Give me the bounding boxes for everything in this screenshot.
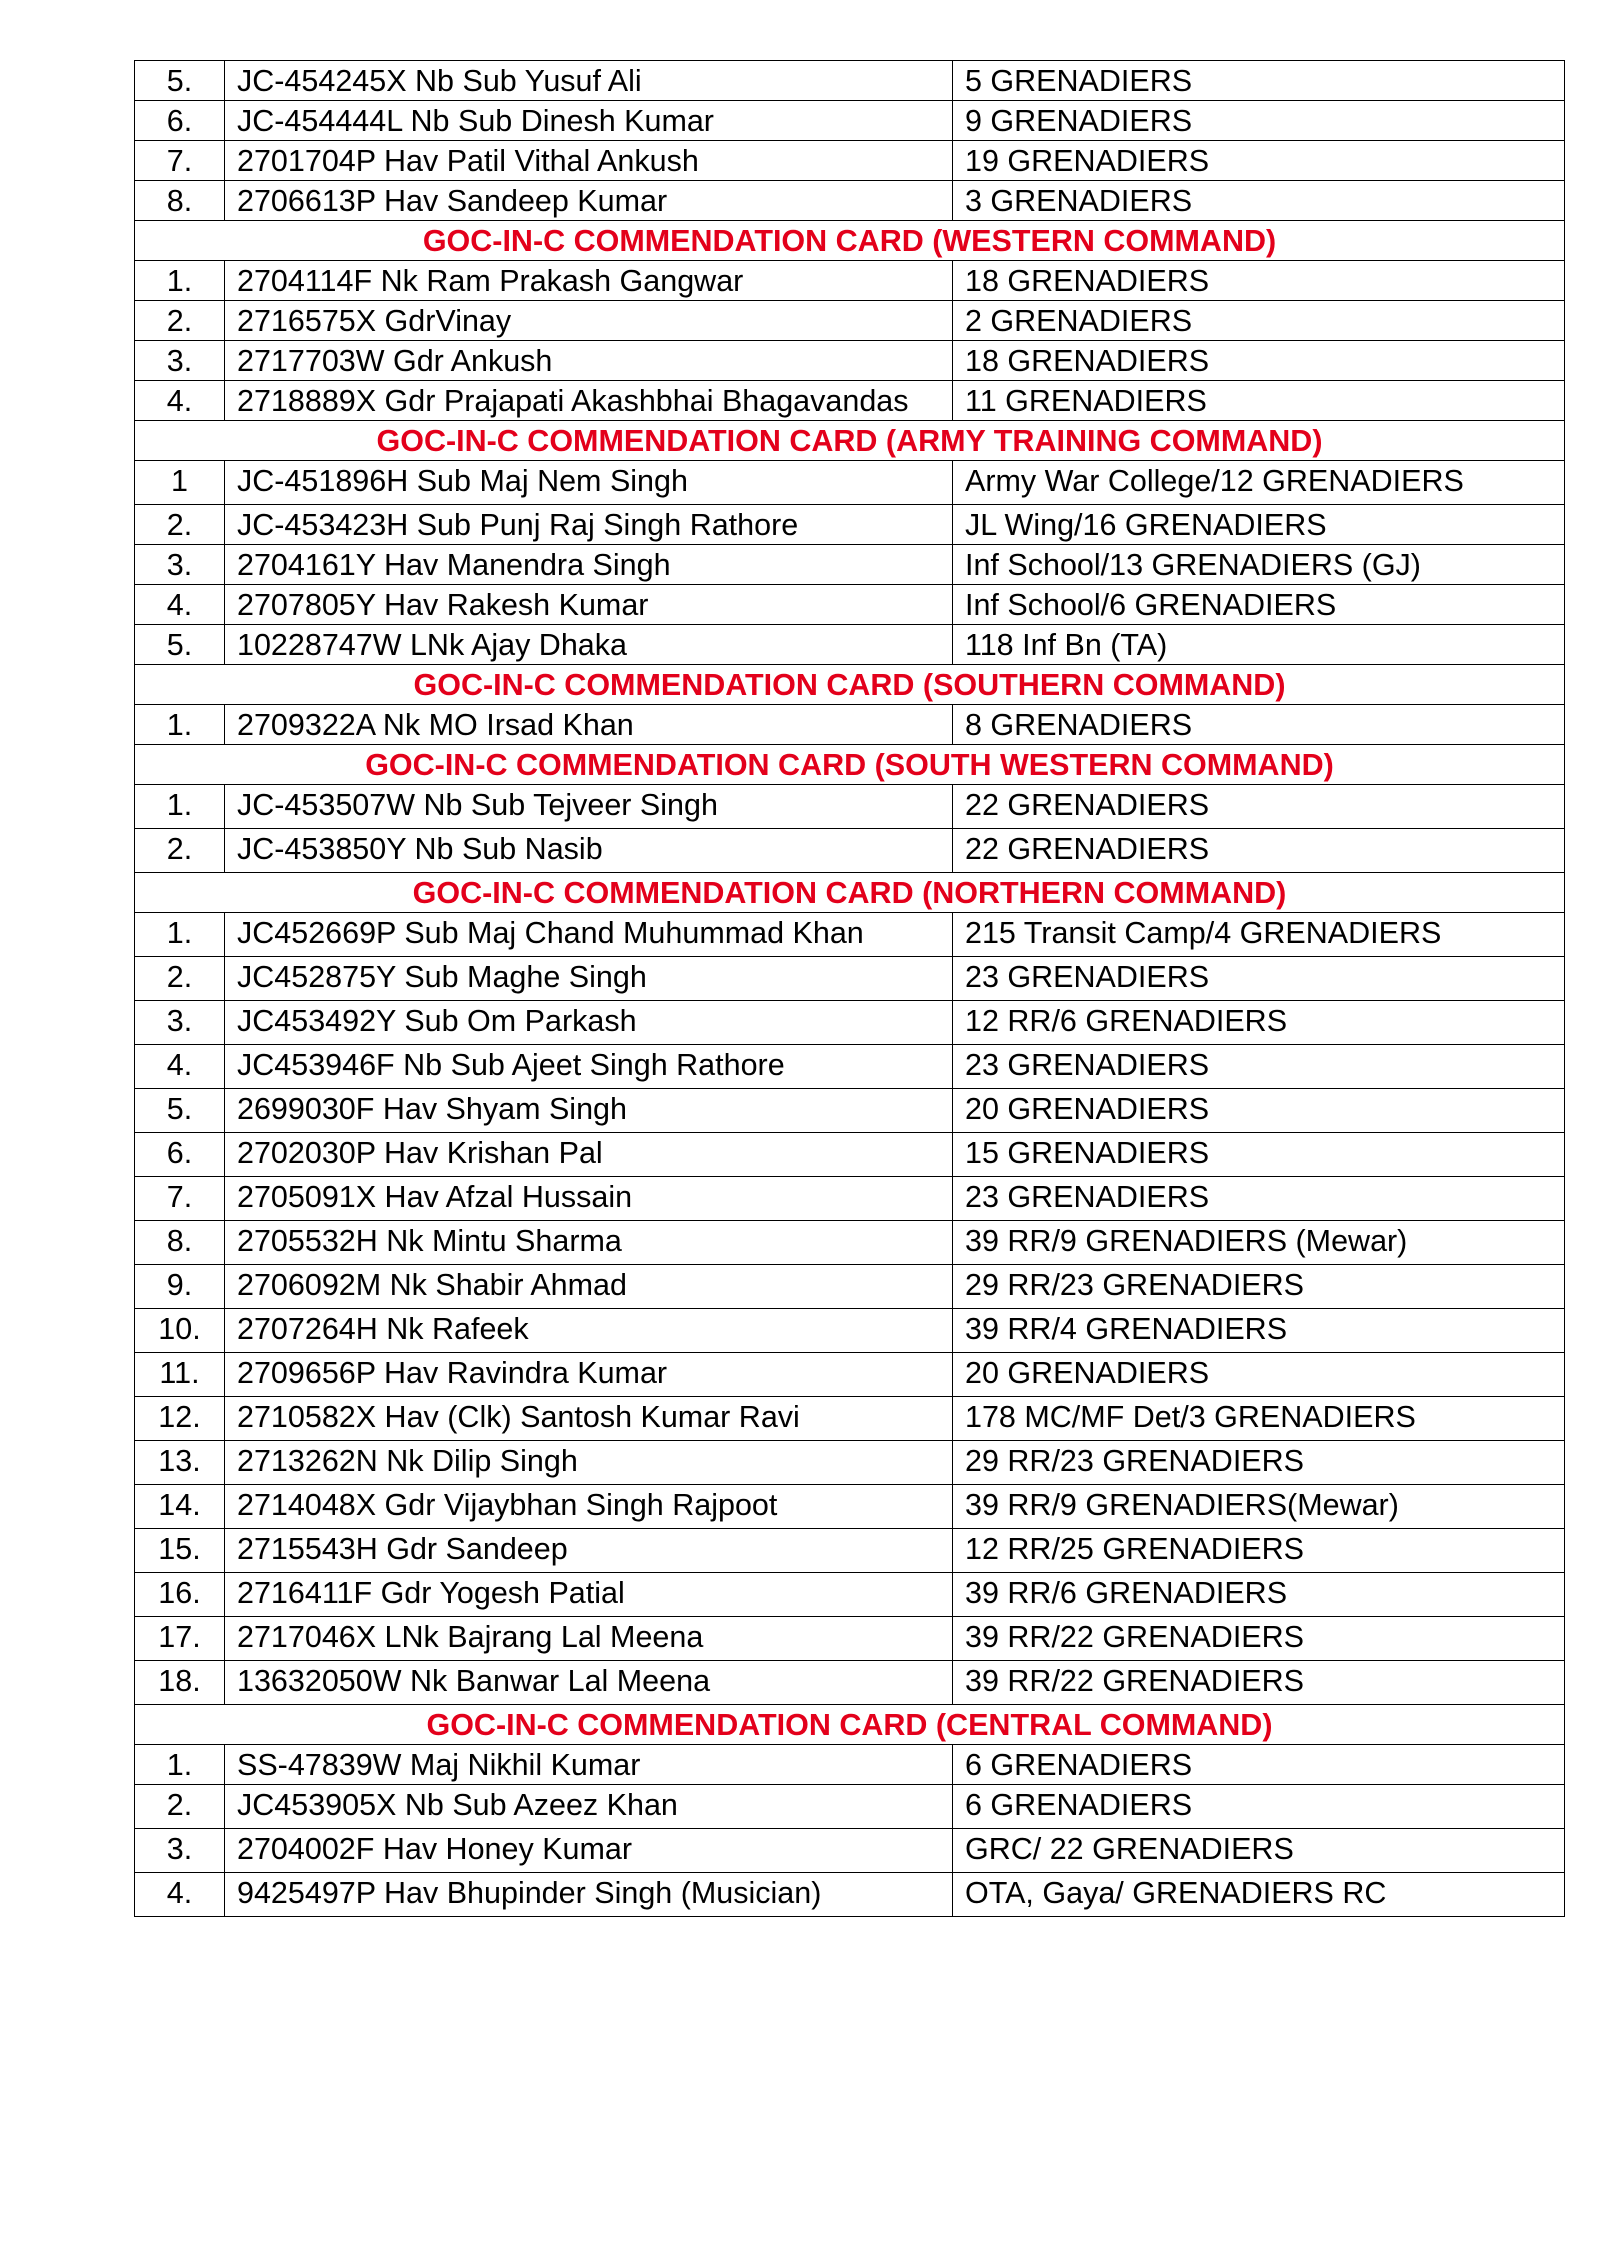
serial-number-cell: 3. (135, 1829, 225, 1873)
serial-number-cell: 3. (135, 545, 225, 585)
serial-number-cell: 3. (135, 341, 225, 381)
table-row (135, 181, 1565, 221)
table-row (135, 585, 1565, 625)
serial-number-cell: 17. (135, 1617, 225, 1661)
name-cell: 2717703W Gdr Ankush (225, 341, 953, 381)
unit-cell: OTA, Gaya/ GRENADIERS RC (953, 1873, 1565, 1917)
name-cell: 2715543H Gdr Sandeep (225, 1529, 953, 1573)
unit-cell: 23 GRENADIERS (953, 1045, 1565, 1089)
serial-number-cell: 4. (135, 585, 225, 625)
name-cell: 2704002F Hav Honey Kumar (225, 1829, 953, 1873)
section-heading: GOC-IN-C COMMENDATION CARD (ARMY TRAINING COMMAND) (135, 421, 1565, 461)
name-cell: 2710582X Hav (Clk) Santosh Kumar Ravi (225, 1397, 953, 1441)
unit-cell: 39 RR/22 GRENADIERS (953, 1617, 1565, 1661)
serial-number-cell: 7. (135, 1177, 225, 1221)
name-cell: 9425497P Hav Bhupinder Singh (Musician) (225, 1873, 953, 1917)
unit-cell: 15 GRENADIERS (953, 1133, 1565, 1177)
unit-cell: 12 RR/25 GRENADIERS (953, 1529, 1565, 1573)
name-cell: JC-451896H Sub Maj Nem Singh (225, 461, 953, 505)
serial-number-cell: 6. (135, 101, 225, 141)
name-cell: JC-453850Y Nb Sub Nasib (225, 829, 953, 873)
name-cell: 2701704P Hav Patil Vithal Ankush (225, 141, 953, 181)
serial-number-cell: 12. (135, 1397, 225, 1441)
unit-cell: 22 GRENADIERS (953, 785, 1565, 829)
unit-cell: 215 Transit Camp/4 GRENADIERS (953, 913, 1565, 957)
name-cell: 2704114F Nk Ram Prakash Gangwar (225, 261, 953, 301)
unit-cell: 39 RR/9 GRENADIERS (Mewar) (953, 1221, 1565, 1265)
serial-number-cell: 5. (135, 625, 225, 665)
section-heading: GOC-IN-C COMMENDATION CARD (NORTHERN COMMAND) (135, 873, 1565, 913)
unit-cell: 8 GRENADIERS (953, 705, 1565, 745)
awards-table-body (135, 61, 1565, 1917)
unit-cell: Inf School/13 GRENADIERS (GJ) (953, 545, 1565, 585)
name-cell: 2699030F Hav Shyam Singh (225, 1089, 953, 1133)
section-heading-row (135, 421, 1565, 461)
name-cell: 2717046X LNk Bajrang Lal Meena (225, 1617, 953, 1661)
unit-cell: 39 RR/4 GRENADIERS (953, 1309, 1565, 1353)
unit-cell: 39 RR/22 GRENADIERS (953, 1661, 1565, 1705)
table-row (135, 1441, 1565, 1485)
serial-number-cell: 4. (135, 1045, 225, 1089)
serial-number-cell: 1. (135, 1745, 225, 1785)
section-heading-row (135, 873, 1565, 913)
name-cell: 2704161Y Hav Manendra Singh (225, 545, 953, 585)
table-row (135, 301, 1565, 341)
serial-number-cell: 14. (135, 1485, 225, 1529)
unit-cell: 9 GRENADIERS (953, 101, 1565, 141)
table-row (135, 261, 1565, 301)
serial-number-cell: 5. (135, 61, 225, 101)
table-row (135, 1397, 1565, 1441)
table-row (135, 545, 1565, 585)
unit-cell: 12 RR/6 GRENADIERS (953, 1001, 1565, 1045)
table-row (135, 1089, 1565, 1133)
table-row (135, 1661, 1565, 1705)
name-cell: JC452669P Sub Maj Chand Muhummad Khan (225, 913, 953, 957)
table-row (135, 1573, 1565, 1617)
name-cell: JC-453423H Sub Punj Raj Singh Rathore (225, 505, 953, 545)
name-cell: SS-47839W Maj Nikhil Kumar (225, 1745, 953, 1785)
unit-cell: Army War College/12 GRENADIERS (953, 461, 1565, 505)
name-cell: 2702030P Hav Krishan Pal (225, 1133, 953, 1177)
section-heading-row (135, 221, 1565, 261)
table-row (135, 1133, 1565, 1177)
table-row (135, 1829, 1565, 1873)
name-cell: 2709656P Hav Ravindra Kumar (225, 1353, 953, 1397)
name-cell: JC453946F Nb Sub Ajeet Singh Rathore (225, 1045, 953, 1089)
table-row (135, 1001, 1565, 1045)
name-cell: 2716411F Gdr Yogesh Patial (225, 1573, 953, 1617)
table-row (135, 1265, 1565, 1309)
name-cell: 10228747W LNk Ajay Dhaka (225, 625, 953, 665)
table-row (135, 1785, 1565, 1829)
name-cell: JC453905X Nb Sub Azeez Khan (225, 1785, 953, 1829)
unit-cell: 178 MC/MF Det/3 GRENADIERS (953, 1397, 1565, 1441)
name-cell: JC452875Y Sub Maghe Singh (225, 957, 953, 1001)
serial-number-cell: 1 (135, 461, 225, 505)
unit-cell: 18 GRENADIERS (953, 341, 1565, 381)
table-row (135, 381, 1565, 421)
unit-cell: 18 GRENADIERS (953, 261, 1565, 301)
serial-number-cell: 13. (135, 1441, 225, 1485)
table-row (135, 1873, 1565, 1917)
table-row (135, 341, 1565, 381)
table-row (135, 1353, 1565, 1397)
unit-cell: 39 RR/9 GRENADIERS(Mewar) (953, 1485, 1565, 1529)
table-row (135, 1221, 1565, 1265)
serial-number-cell: 1. (135, 261, 225, 301)
serial-number-cell: 8. (135, 1221, 225, 1265)
awards-table (134, 60, 1565, 1917)
name-cell: JC453492Y Sub Om Parkash (225, 1001, 953, 1045)
table-row (135, 461, 1565, 505)
serial-number-cell: 3. (135, 1001, 225, 1045)
unit-cell: 29 RR/23 GRENADIERS (953, 1441, 1565, 1485)
table-row (135, 1529, 1565, 1573)
table-row (135, 1617, 1565, 1661)
name-cell: 13632050W Nk Banwar Lal Meena (225, 1661, 953, 1705)
name-cell: 2713262N Nk Dilip Singh (225, 1441, 953, 1485)
serial-number-cell: 2. (135, 505, 225, 545)
serial-number-cell: 5. (135, 1089, 225, 1133)
unit-cell: 11 GRENADIERS (953, 381, 1565, 421)
serial-number-cell: 18. (135, 1661, 225, 1705)
name-cell: 2718889X Gdr Prajapati Akashbhai Bhagavandas (225, 381, 953, 421)
serial-number-cell: 8. (135, 181, 225, 221)
name-cell: 2706092M Nk Shabir Ahmad (225, 1265, 953, 1309)
section-heading-row (135, 745, 1565, 785)
serial-number-cell: 4. (135, 381, 225, 421)
serial-number-cell: 11. (135, 1353, 225, 1397)
table-row (135, 1045, 1565, 1089)
table-row (135, 1177, 1565, 1221)
unit-cell: 20 GRENADIERS (953, 1353, 1565, 1397)
unit-cell: Inf School/6 GRENADIERS (953, 585, 1565, 625)
unit-cell: 6 GRENADIERS (953, 1745, 1565, 1785)
serial-number-cell: 15. (135, 1529, 225, 1573)
section-heading: GOC-IN-C COMMENDATION CARD (WESTERN COMMAND) (135, 221, 1565, 261)
table-row (135, 141, 1565, 181)
unit-cell: JL Wing/16 GRENADIERS (953, 505, 1565, 545)
unit-cell: 23 GRENADIERS (953, 957, 1565, 1001)
table-row (135, 505, 1565, 545)
unit-cell: 23 GRENADIERS (953, 1177, 1565, 1221)
section-heading: GOC-IN-C COMMENDATION CARD (CENTRAL COMMAND) (135, 1705, 1565, 1745)
table-row (135, 913, 1565, 957)
awards-document (134, 60, 1564, 1917)
serial-number-cell: 16. (135, 1573, 225, 1617)
serial-number-cell: 2. (135, 829, 225, 873)
name-cell: 2714048X Gdr Vijaybhan Singh Rajpoot (225, 1485, 953, 1529)
serial-number-cell: 1. (135, 913, 225, 957)
serial-number-cell: 7. (135, 141, 225, 181)
table-row (135, 957, 1565, 1001)
unit-cell: GRC/ 22 GRENADIERS (953, 1829, 1565, 1873)
unit-cell: 118 Inf Bn (TA) (953, 625, 1565, 665)
table-row (135, 829, 1565, 873)
serial-number-cell: 2. (135, 301, 225, 341)
section-heading-row (135, 665, 1565, 705)
unit-cell: 20 GRENADIERS (953, 1089, 1565, 1133)
serial-number-cell: 1. (135, 705, 225, 745)
table-row (135, 785, 1565, 829)
serial-number-cell: 10. (135, 1309, 225, 1353)
serial-number-cell: 2. (135, 1785, 225, 1829)
table-row (135, 1485, 1565, 1529)
section-heading: GOC-IN-C COMMENDATION CARD (SOUTHERN COMMAND) (135, 665, 1565, 705)
serial-number-cell: 6. (135, 1133, 225, 1177)
table-row (135, 1745, 1565, 1785)
unit-cell: 6 GRENADIERS (953, 1785, 1565, 1829)
section-heading-row (135, 1705, 1565, 1745)
serial-number-cell: 9. (135, 1265, 225, 1309)
name-cell: 2716575X GdrVinay (225, 301, 953, 341)
table-row (135, 1309, 1565, 1353)
name-cell: JC-454245X Nb Sub Yusuf Ali (225, 61, 953, 101)
serial-number-cell: 2. (135, 957, 225, 1001)
table-row (135, 61, 1565, 101)
serial-number-cell: 4. (135, 1873, 225, 1917)
unit-cell: 3 GRENADIERS (953, 181, 1565, 221)
name-cell: JC-454444L Nb Sub Dinesh Kumar (225, 101, 953, 141)
unit-cell: 22 GRENADIERS (953, 829, 1565, 873)
unit-cell: 29 RR/23 GRENADIERS (953, 1265, 1565, 1309)
table-row (135, 101, 1565, 141)
name-cell: 2707264H Nk Rafeek (225, 1309, 953, 1353)
section-heading: GOC-IN-C COMMENDATION CARD (SOUTH WESTERN COMMAND) (135, 745, 1565, 785)
name-cell: 2705091X Hav Afzal Hussain (225, 1177, 953, 1221)
name-cell: 2707805Y Hav Rakesh Kumar (225, 585, 953, 625)
unit-cell: 5 GRENADIERS (953, 61, 1565, 101)
unit-cell: 19 GRENADIERS (953, 141, 1565, 181)
name-cell: JC-453507W Nb Sub Tejveer Singh (225, 785, 953, 829)
table-row (135, 625, 1565, 665)
serial-number-cell: 1. (135, 785, 225, 829)
unit-cell: 2 GRENADIERS (953, 301, 1565, 341)
name-cell: 2706613P Hav Sandeep Kumar (225, 181, 953, 221)
table-row (135, 705, 1565, 745)
unit-cell: 39 RR/6 GRENADIERS (953, 1573, 1565, 1617)
name-cell: 2709322A Nk MO Irsad Khan (225, 705, 953, 745)
name-cell: 2705532H Nk Mintu Sharma (225, 1221, 953, 1265)
